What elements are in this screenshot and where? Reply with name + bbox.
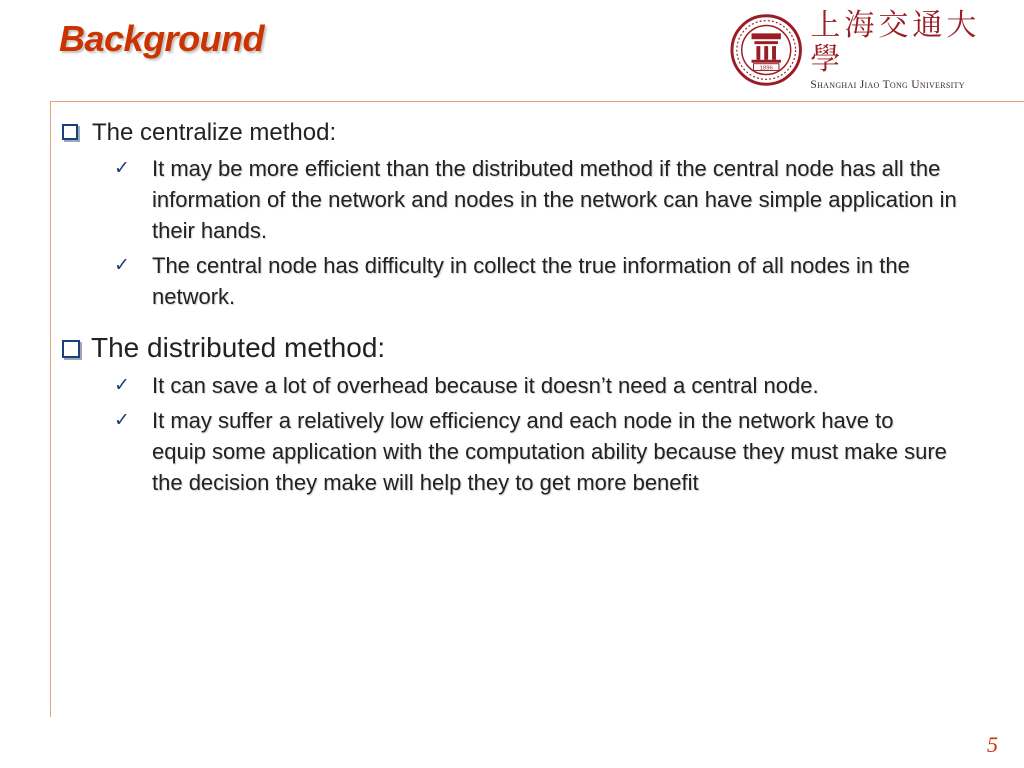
section-heading-row [62, 117, 1002, 149]
university-name [810, 9, 1010, 91]
page-number: 5 [987, 732, 998, 757]
seal-year: 1896 [759, 65, 773, 72]
left-divider [50, 101, 51, 717]
slide-title: Background [59, 18, 265, 59]
section-heading: The distributed method: [91, 332, 386, 363]
university-logo [730, 6, 1010, 94]
list-item [114, 405, 1002, 498]
checkmark-icon: ✓ [114, 409, 130, 431]
checkmark-icon: ✓ [114, 254, 130, 276]
university-seal-icon [730, 13, 802, 87]
university-name-chinese: 上海交通大學 [810, 8, 981, 77]
section-heading-row [62, 330, 1002, 366]
section-centralize-method [62, 117, 1002, 312]
section-distributed-method [62, 330, 1002, 498]
checkmark-icon: ✓ [114, 374, 130, 396]
section-heading: The centralize method: [92, 119, 337, 146]
list-item [114, 153, 1002, 246]
list-item [114, 250, 1002, 312]
square-bullet-icon [62, 124, 78, 140]
list-item-text: It may suffer a relatively low efficiency and each node in the network have to equip some application with the computation ability because they must make sure the decision they make will help they to get more benefit [152, 408, 947, 495]
list-item-text: It can save a lot of overhead because it doesn’t need a central node. [152, 373, 819, 398]
list-item-text: It may be more efficient than the distributed method if the central node has all the information of the network and nodes in the network can have simple application in their hands. [152, 156, 957, 243]
list-item-text: The central node has difficulty in collect the true information of all nodes in the network. [152, 253, 910, 309]
list-item [114, 370, 1002, 401]
university-name-english: Shanghai Jiao Tong University [810, 79, 965, 91]
header-divider [50, 101, 1024, 102]
checkmark-icon: ✓ [114, 157, 130, 179]
bullet-list [114, 370, 1002, 498]
bullet-list [114, 153, 1002, 312]
slide-body [62, 117, 1002, 498]
square-bullet-icon [62, 340, 80, 358]
